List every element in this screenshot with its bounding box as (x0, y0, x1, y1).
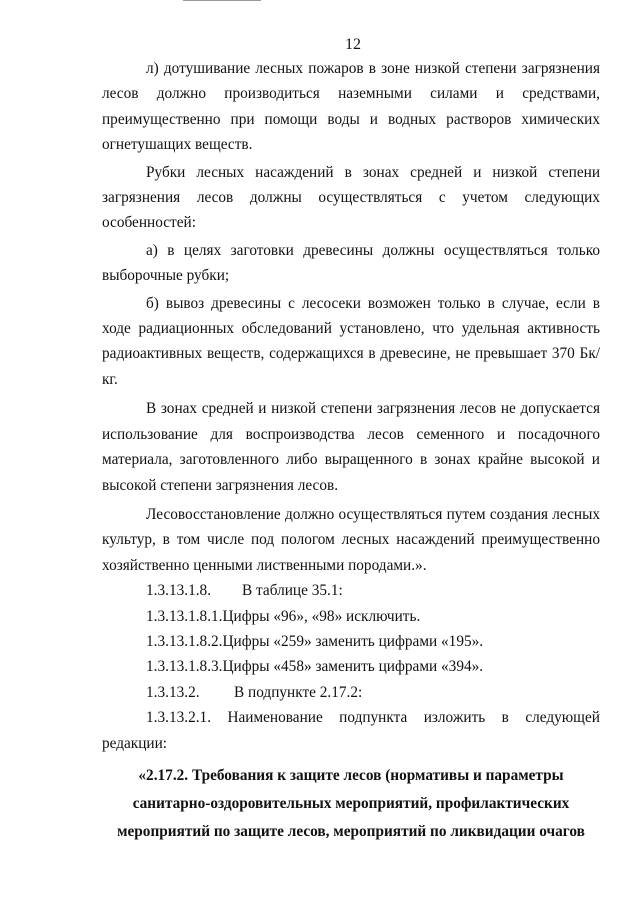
item-code: 1.3.13.2.1. (146, 709, 212, 727)
paragraph-selective-logging: а) в целях заготовки древесины должны осуществляться только выборочные рубки; (102, 241, 600, 285)
item-code: 1.3.13.1.8.1. (146, 607, 223, 625)
heading-line: мероприятий по защите лесов, мероприятий по ликвидации очагов (117, 822, 585, 840)
item-continuation: редакции: (102, 734, 168, 752)
item-code: 1.3.13.1.8.3. (146, 658, 223, 676)
item-text: В подпункте 2.17.2: (234, 683, 363, 701)
heading-line: санитарно-оздоровительных мероприятий, профилактических (132, 794, 570, 812)
list-item (102, 629, 600, 654)
list-item (102, 604, 600, 629)
section-heading (102, 762, 600, 846)
item-word: подпункта (339, 709, 408, 727)
item-text: Цифры «96», «98» исключить. (222, 607, 421, 625)
item-word: следующей (525, 709, 600, 727)
paragraph-fire-suppression: л) дотушивание лесных пожаров в зоне низкой степени загрязнения лесов должно производиться наземными силами и средствами, преимущественно при помощи воды и водных растворов химических огнетушащих веществ. (102, 60, 600, 154)
item-word: Наименование (227, 709, 323, 727)
paragraph-timber-removal: б) вывоз древесины с лесосеки возможен только в случае, если в ходе радиационных обследований установлено, что удельная активность радиоактивных веществ, содержащихся в древесине, не превышает 370 Бк/кг. (102, 294, 600, 388)
list-item (102, 578, 600, 603)
item-word: в (501, 709, 509, 727)
paragraph-reforestation: Лесовосстановление должно осуществляться путем создания лесных культур, в том числе под пологом лесных насаждений преимущественно хозяйственно ценными лиственными породами.». (102, 505, 600, 574)
item-text: Цифры «259» заменить цифрами «195». (222, 632, 484, 650)
top-rule (183, 0, 261, 1)
paragraph-logging-features: Рубки лесных насаждений в зонах средней и низкой степени загрязнения лесов должны осуществляться с учетом следующих особенностей: (102, 163, 600, 232)
item-text: Цифры «458» заменить цифрами «394». (222, 658, 484, 676)
document-body (102, 56, 600, 846)
list-item (102, 705, 600, 730)
list-item (102, 680, 600, 705)
heading-line: «2.17.2. Требования к защите лесов (нормативы и параметры (138, 766, 564, 784)
item-text: В таблице 35.1: (242, 582, 343, 600)
list-item (102, 654, 600, 679)
page-number: 12 (345, 36, 361, 53)
item-code: 1.3.13.1.8. (146, 582, 212, 600)
item-code: 1.3.13.1.8.2. (146, 632, 223, 650)
paragraph-seed-material: В зонах средней и низкой степени загрязнения лесов не допускается использование для воспроизводства лесов семенного и посадочного материала, заготовленного либо выращенного в зонах крайне высокой и высокой степени загрязнения лесов. (102, 400, 600, 494)
item-code: 1.3.13.2. (146, 683, 200, 701)
item-word: изложить (423, 709, 486, 727)
